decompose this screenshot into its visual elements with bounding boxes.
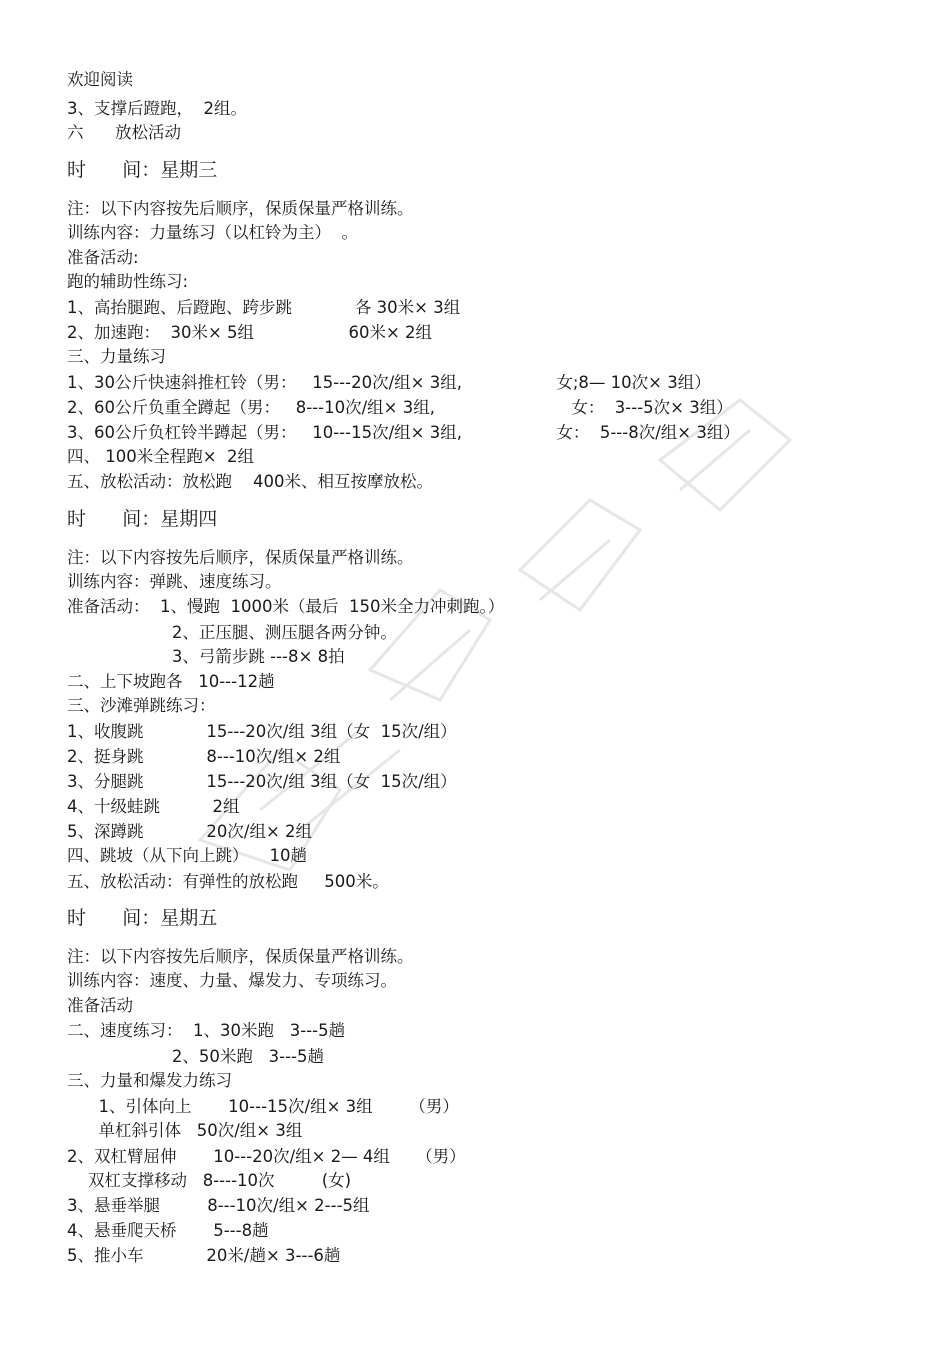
text-line: 双杠支撑移动 8----10次 (女) — [67, 1171, 352, 1190]
section-heading: 五、放松活动：有弹性的放松跑 500米。 — [67, 872, 389, 891]
section-heading: 二、上下坡跑各 10---12趟 — [67, 672, 275, 691]
section-heading: 三、沙滩弹跳练习： — [67, 696, 216, 715]
section-heading: 三、力量练习 — [67, 347, 166, 366]
text-line: 2、60公斤负重全蹲起（男： 8---10次/组× 3组, 女： 3---5次× 3组） — [67, 398, 733, 417]
section-heading: 六 放松活动 — [67, 123, 181, 142]
text-line: 1、高抬腿跑、后蹬跑、跨步跳 各 30米× 3组 — [67, 298, 461, 317]
text-line: 2、挺身跳 8---10次/组× 2组 — [67, 747, 341, 766]
text-line: 2、双杠臂屈伸 10---20次/组× 2— 4组 （男） — [67, 1147, 466, 1166]
section-heading: 三、力量和爆发力练习 — [67, 1071, 232, 1090]
text-line: 1、收腹跳 15---20次/组 3组（女 15次/组） — [67, 722, 457, 741]
text-line: 1、引体向上 10---15次/组× 3组 （男） — [67, 1097, 459, 1116]
text-line: 5、推小车 20米/趟× 3---6趟 — [67, 1246, 341, 1265]
note-line: 注：以下内容按先后顺序，保质保量严格训练。 — [67, 548, 414, 567]
content-line: 训练内容：力量练习（以杠铃为主） 。 — [67, 223, 358, 242]
text-line: 准备活动： 1、慢跑 1000米（最后 150米全力冲刺跑。） — [67, 597, 505, 616]
text-line: 3、弓箭步跳 ---8× 8拍 — [67, 647, 345, 666]
text-line: 2、正压腿、测压腿各两分钟。 — [67, 623, 397, 642]
page-header-text: 欢迎阅读 — [67, 70, 133, 89]
text-line: 3、分腿跳 15---20次/组 3组（女 15次/组） — [67, 772, 457, 791]
day-heading: 时 间：星期四 — [67, 508, 218, 530]
day-heading: 时 间：星期三 — [67, 159, 218, 181]
content-line: 训练内容：弹跳、速度练习。 — [67, 572, 282, 591]
day-heading: 时 间：星期五 — [67, 907, 218, 929]
note-line: 注：以下内容按先后顺序，保质保量严格训练。 — [67, 199, 414, 218]
text-line: 跑的辅助性练习: — [67, 272, 189, 291]
note-line: 注：以下内容按先后顺序，保质保量严格训练。 — [67, 947, 414, 966]
section-heading: 四、跳坡（从下向上跳） 10趟 — [67, 846, 307, 865]
text-line: 准备活动: — [67, 248, 139, 267]
text-line: 二、速度练习： 1、30米跑 3---5趟 — [67, 1021, 346, 1040]
text-line: 单杠斜引体 50次/组× 3组 — [67, 1121, 303, 1140]
text-line: 3、支撑后蹬跑， 2组。 — [67, 99, 247, 118]
text-line: 3、悬垂举腿 8---10次/组× 2---5组 — [67, 1196, 370, 1215]
text-line: 4、悬垂爬天桥 5---8趟 — [67, 1221, 269, 1240]
section-heading: 四、 100米全程跑× 2组 — [67, 447, 255, 466]
text-line: 2、加速跑： 30米× 5组 60米× 2组 — [67, 323, 433, 342]
text-line: 准备活动 — [67, 996, 133, 1015]
content-line: 训练内容：速度、力量、爆发力、专项练习。 — [67, 971, 397, 990]
section-heading: 五、放松活动：放松跑 400米、相互按摩放松。 — [67, 472, 433, 491]
text-line: 3、60公斤负杠铃半蹲起（男： 10---15次/组× 3组, 女： 5---8次/组× 3组） — [67, 423, 740, 442]
text-line: 1、30公斤快速斜推杠铃（男： 15---20次/组× 3组, 女;8— 10次× 3组） — [67, 373, 711, 392]
text-line: 2、50米跑 3---5趟 — [67, 1047, 324, 1066]
text-line: 5、深蹲跳 20次/组× 2组 — [67, 822, 313, 841]
text-line: 4、十级蛙跳 2组 — [67, 797, 240, 816]
